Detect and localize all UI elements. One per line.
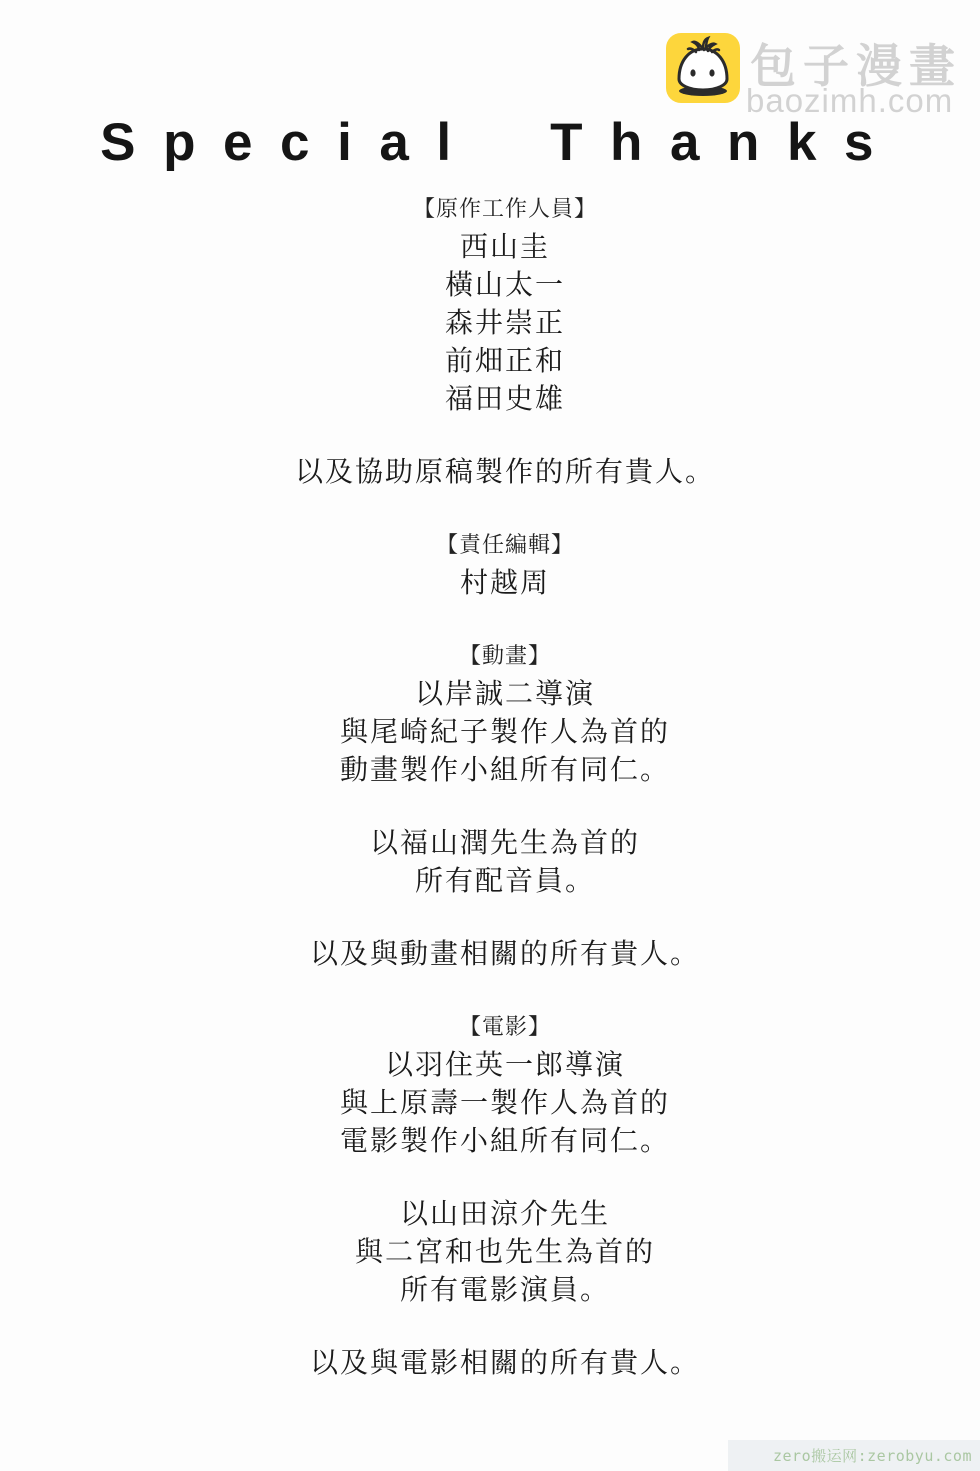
credit-line: 動畫製作小組所有同仁。 [339,754,670,785]
page-title: Special Thanks [100,112,902,172]
credit-line: 與尾崎紀子製作人為首的 [339,716,670,747]
credit-line: 以岸誠二導演 [414,678,595,709]
credit-line: 以山田涼介先生 [399,1198,610,1229]
site-watermark-url: baozimh.com [746,82,954,119]
credit-line: 以及協助原稿製作的所有貴人。 [294,456,715,487]
credit-line: 森井崇正 [444,307,565,338]
credit-line: 所有配音員。 [414,865,595,896]
credit-line: 福田史雄 [444,383,565,414]
credit-line: 以羽住英一郎導演 [384,1049,625,1080]
credits-section-anime-thanks [15,935,980,973]
credit-line: 前畑正和 [444,345,565,376]
section-header: 【責任編輯】 [435,532,574,557]
credits-section-original-thanks [15,453,980,491]
site-watermark-name: 包子漫畫 [750,40,962,92]
section-header: 【動畫】 [458,643,551,668]
credits [15,190,980,1382]
credit-line: 電影製作小組所有同仁。 [339,1125,670,1156]
credit-line: 與上原壽一製作人為首的 [339,1087,670,1118]
credit-line: 以及與電影相關的所有貴人。 [309,1347,700,1378]
credits-section-movie [15,1008,980,1160]
credits-section-movie-cast [15,1195,980,1309]
bottom-watermark-text: zero搬运网:zerobyu.com [773,1447,972,1465]
credits-section-editor [15,526,980,602]
credits-section-voice-cast [15,824,980,900]
credit-line: 以及與動畫相關的所有貴人。 [309,938,700,969]
section-header: 【電影】 [458,1014,551,1039]
credit-line: 與二宮和也先生為首的 [354,1236,655,1267]
credits-section-movie-thanks [15,1344,980,1382]
credit-line: 村越周 [459,567,550,598]
section-header: 【原作工作人員】 [412,196,597,221]
credit-line: 以福山潤先生為首的 [369,827,640,858]
credit-line: 所有電影演員。 [399,1274,610,1305]
credits-section-anime [15,637,980,789]
credits-section-original-staff [15,190,980,418]
baozi-bun-icon [666,33,740,103]
credit-line: 西山圭 [459,231,550,262]
credit-line: 橫山太一 [444,269,565,300]
